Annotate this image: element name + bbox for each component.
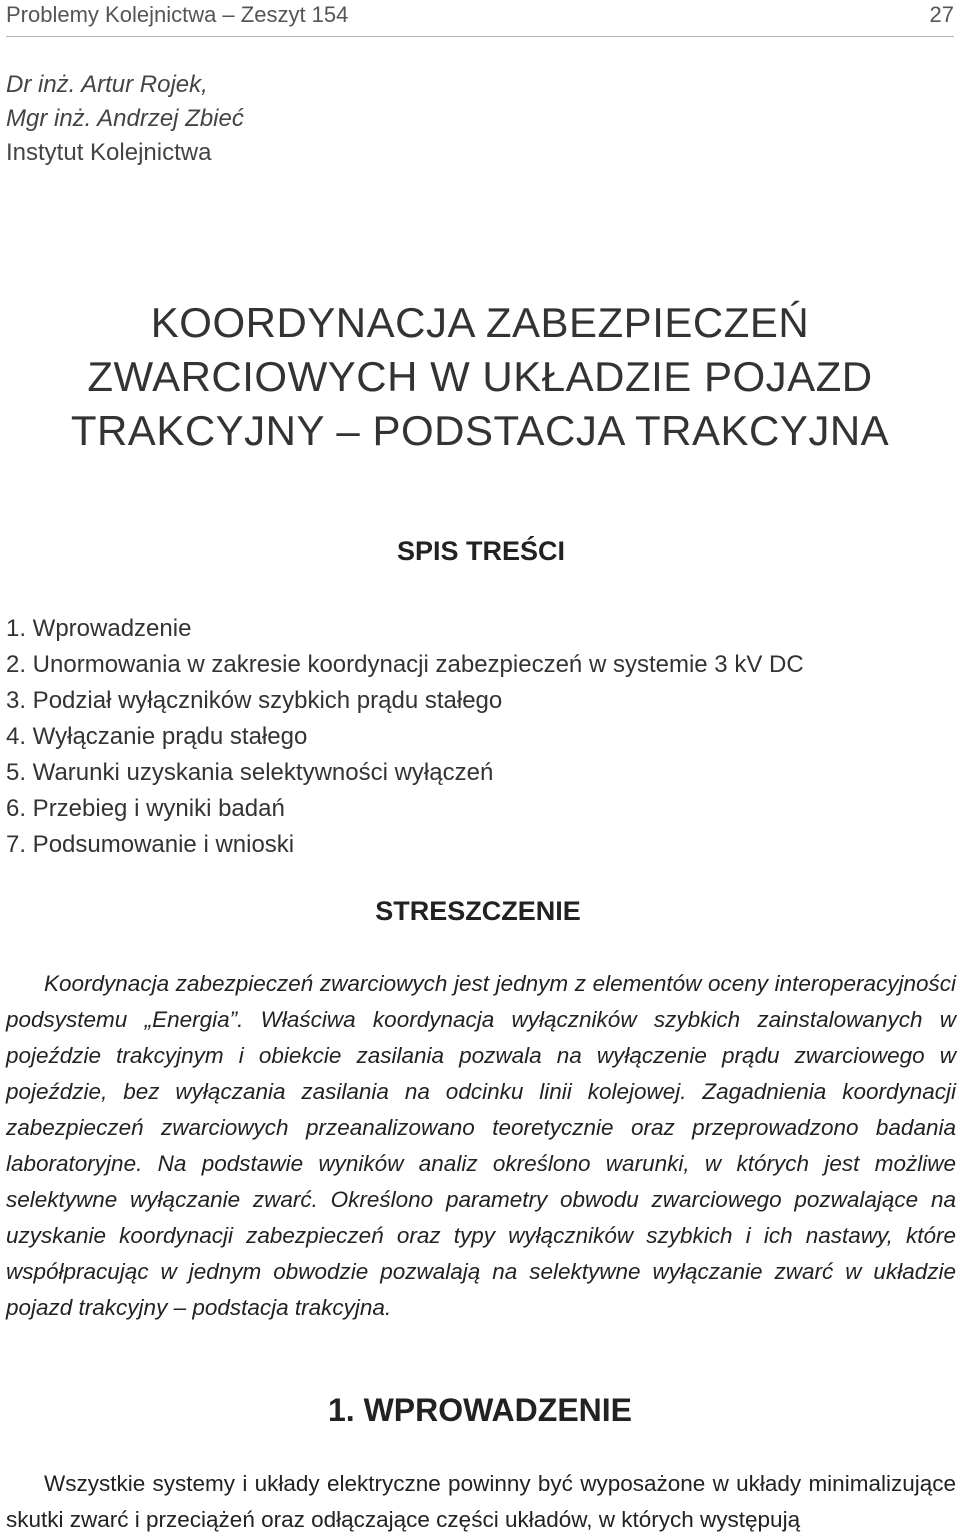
toc-item: 4. Wyłączanie prądu stałego xyxy=(6,723,308,750)
page-number: 27 xyxy=(929,2,954,27)
author-block xyxy=(6,68,244,170)
paper-title-line: TRAKCYJNY – PODSTACJA TRAKCYJNA xyxy=(70,407,890,454)
paper-title-line: KOORDYNACJA ZABEZPIECZEŃ xyxy=(150,299,810,346)
abstract-heading: STRESZCZENIE xyxy=(375,896,581,926)
table-of-contents xyxy=(6,611,804,863)
toc-item: 6. Przebieg i wyniki badań xyxy=(6,795,285,822)
toc-heading: SPIS TREŚCI xyxy=(396,536,566,566)
body-paragraph: Wszystkie systemy i układy elektryczne powinny być wyposażone w układy minimalizujące skutki zwarć i przeciążeń oraz odłączające części układów, w których występują xyxy=(6,1471,956,1532)
author-name: Mgr inż. Andrzej Zbieć xyxy=(6,105,244,132)
running-header xyxy=(6,0,954,37)
author-name: Dr inż. Artur Rojek, xyxy=(6,71,208,98)
toc-item: 7. Podsumowanie i wnioski xyxy=(6,831,295,858)
journal-title: Problemy Kolejnictwa – Zeszyt 154 xyxy=(6,2,349,27)
paper-title-line: ZWARCIOWYCH W UKŁADZIE POJAZD xyxy=(87,353,873,400)
toc-item: 5. Warunki uzyskania selektywności wyłączeń xyxy=(6,759,494,786)
abstract-text: Koordynacja zabezpieczeń zwarciowych jest jednym z elementów oceny interoperacyjności podsystemu „Energia”. Właściwa koordynacja wyłączników szybkich zainstalowanych w pojeździe trakcyjnym i obiekcie zasilania pozwala na wyłączenie prądu zwarciowego w pojeździe, bez wyłączania zasilania na odcinku linii kolejowej. Zagadnienia koordynacji zabezpieczeń zwarciowych przeanalizowano teoretycznie oraz przeprowadzono badania laboratoryjne. Na podstawie wyników analiz określono warunki, w których jest możliwe selektywne wyłączanie zwarć. Określono parametry obwodu zwarciowego pozwalające na uzyskanie koordynacji zabezpieczeń oraz typy wyłączników szybkich i ich nastawy, które współpracując w jednym obwodzie pozwalają na selektywne wyłączanie zwarć w układzie pojazd trakcyjny – podstacja trakcyjna. xyxy=(6,971,956,1320)
section-heading: 1. WPROWADZENIE xyxy=(327,1392,632,1428)
toc-item: 1. Wprowadzenie xyxy=(6,615,192,642)
toc-item: 3. Podział wyłączników szybkich prądu stałego xyxy=(6,687,503,714)
author-affiliation: Instytut Kolejnictwa xyxy=(6,139,212,166)
paper-title xyxy=(0,296,960,458)
toc-item: 2. Unormowania w zakresie koordynacji zabezpieczeń w systemie 3 kV DC xyxy=(6,651,804,678)
